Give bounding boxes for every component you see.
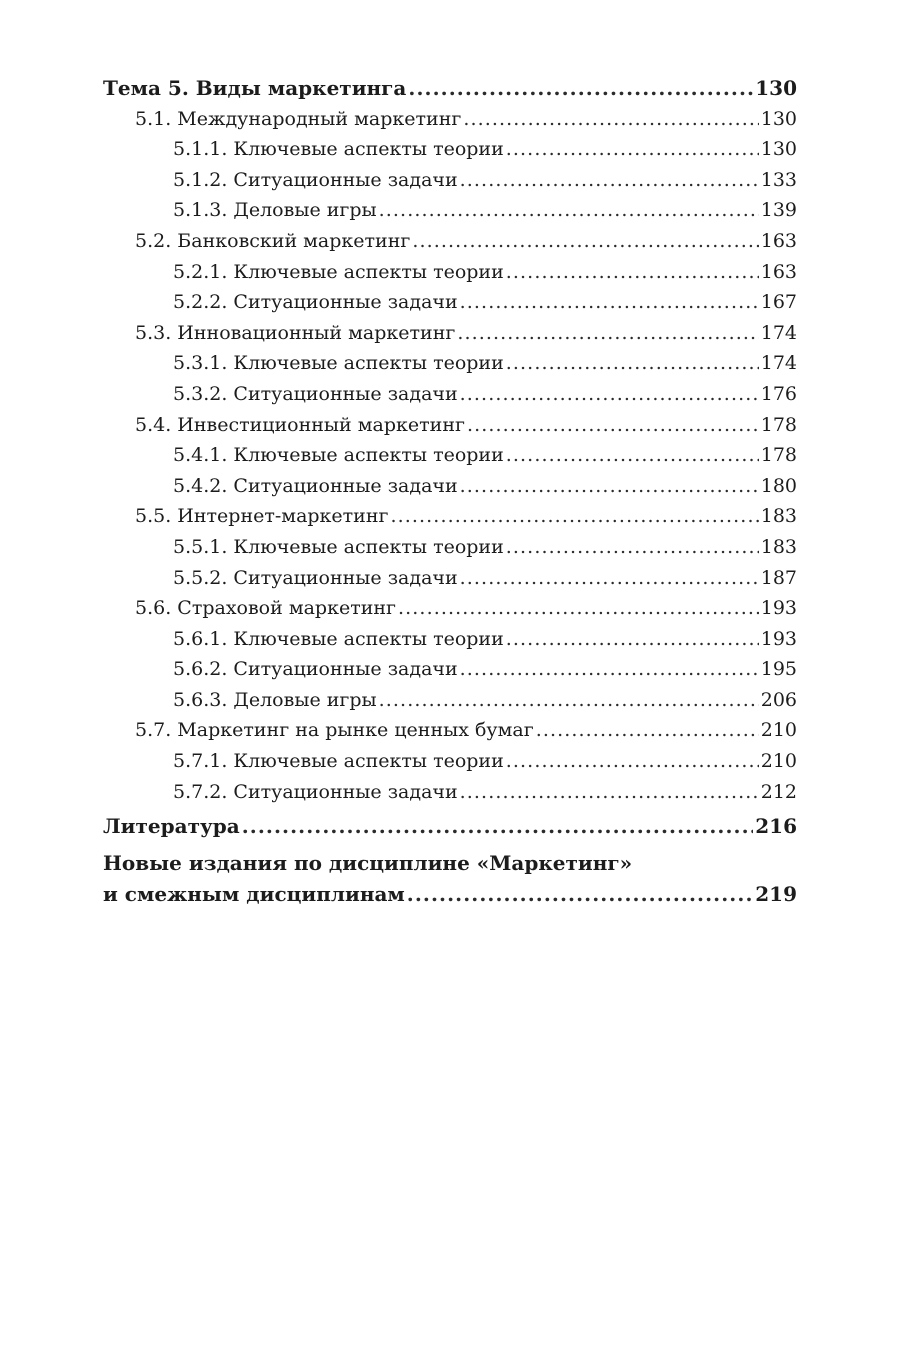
toc-entry-title: 5.4.1. Ключевые аспекты теории [173,444,504,467]
toc-entry-page: 178 [760,413,797,436]
toc-entry-5-3-2[interactable] [103,379,797,410]
dot-leader [506,440,759,471]
toc-entry-page: 178 [760,444,797,467]
toc-entry-5-6-1[interactable] [103,624,797,655]
toc-entry-5-5-2[interactable] [103,563,797,594]
toc-entry-page: 210 [760,719,797,742]
toc-entry-title: 5.7. Маркетинг на рынке ценных бумаг [135,719,534,742]
toc-entry-title: 5.3.1. Ключевые аспекты теории [173,352,504,375]
toc-entry-title: 5.5.2. Ситуационные задачи [173,566,458,589]
toc-entry-page: 174 [760,352,797,375]
toc-entry-title: 5.6. Страховой маркетинг [135,597,397,620]
toc-entry-5-2[interactable] [103,226,797,257]
toc-entry-title: 5.1.3. Деловые игры [173,199,377,222]
toc-entry-5-6-2[interactable] [103,654,797,685]
toc-entry-page: 163 [760,260,797,283]
toc-entry-page: 133 [760,168,797,191]
dot-leader [242,811,754,842]
toc-entry-new-editions[interactable] [103,848,797,879]
dot-leader [412,226,758,257]
toc-entry-5-4[interactable] [103,410,797,441]
toc-entry-title: 5.2. Банковский маркетинг [135,229,411,252]
toc-entry-title: 5.6.1. Ключевые аспекты теории [173,627,504,650]
toc-entry-title: 5.5. Интернет-маркетинг [135,505,389,528]
toc-entry-page: 195 [760,658,797,681]
dot-leader [457,318,758,349]
toc-entry-title: 5.1. Международный маркетинг [135,107,462,130]
toc-entry-title: Тема 5. Виды маркетинга [103,76,407,100]
dot-leader [390,501,758,532]
toc-entry-5-3-1[interactable] [103,348,797,379]
toc-entry-page: 167 [760,291,797,314]
dot-leader [463,104,758,135]
toc-entry-literature[interactable] [103,811,797,842]
toc-entry-page: 130 [760,138,797,161]
toc-entry-title: 5.2.2. Ситуационные задачи [173,291,458,314]
dot-leader [467,410,759,441]
toc-entry-title: 5.5.1. Ключевые аспекты теории [173,535,504,558]
toc-entry-page: 130 [760,107,797,130]
toc-entry-5-1-3[interactable] [103,195,797,226]
toc-entry-page: 219 [755,881,797,906]
toc-entry-page: 193 [760,597,797,620]
toc-entry-title: 5.3. Инновационный маркетинг [135,321,456,344]
toc-entry-page: 216 [755,814,797,839]
toc-entry-5-7[interactable] [103,715,797,746]
dot-leader [506,348,759,379]
toc-entry-page: 206 [760,688,797,711]
toc-entry-5-1[interactable] [103,104,797,135]
dot-leader [506,746,759,777]
toc-entry-page: 187 [760,566,797,589]
toc-entry-5-5-1[interactable] [103,532,797,563]
dot-leader [407,879,753,910]
dot-leader [460,471,759,502]
toc-entry-page: 130 [755,76,797,100]
toc-entry-title: 5.6.2. Ситуационные задачи [173,658,458,681]
toc-entry-page: 180 [760,474,797,497]
toc-entry-page: 193 [760,627,797,650]
toc-entry-title: Литература [103,814,240,839]
dot-leader [460,563,759,594]
toc-entry-title: 5.3.2. Ситуационные задачи [173,382,458,405]
toc-entry-5-1-2[interactable] [103,165,797,196]
toc-entry-5-6[interactable] [103,593,797,624]
dot-leader [379,685,759,716]
toc-entry-page: 183 [760,535,797,558]
toc-entry-title: 5.4.2. Ситуационные задачи [173,474,458,497]
dot-leader [398,593,759,624]
toc-entry-topic-5[interactable] [103,73,797,104]
toc-entry-new-editions-continued[interactable] [103,879,797,910]
toc-entry-page: 210 [760,750,797,773]
toc-entry-5-6-3[interactable] [103,685,797,716]
dot-leader [536,715,759,746]
toc-entry-page: 163 [760,229,797,252]
toc-entry-page: 139 [760,199,797,222]
toc-entry-title-line1: Новые издания по дисциплине «Маркетинг» [103,850,633,875]
toc-entry-title: 5.1.1. Ключевые аспекты теории [173,138,504,161]
toc-entry-title: 5.4. Инвестиционный маркетинг [135,413,465,436]
dot-leader [506,532,759,563]
dot-leader [460,165,759,196]
dot-leader [379,195,759,226]
toc-entry-5-3[interactable] [103,318,797,349]
toc-entry-title: 5.7.2. Ситуационные задачи [173,780,458,803]
dot-leader [460,654,759,685]
toc-entry-5-1-1[interactable] [103,134,797,165]
toc-entry-page: 176 [760,382,797,405]
toc-entry-5-2-2[interactable] [103,287,797,318]
toc-entry-5-5[interactable] [103,501,797,532]
toc-entry-title: 5.2.1. Ключевые аспекты теории [173,260,504,283]
table-of-contents [103,73,797,910]
toc-entry-5-4-1[interactable] [103,440,797,471]
toc-entry-title-line2: и смежным дисциплинам [103,881,405,906]
toc-entry-page: 183 [760,505,797,528]
dot-leader [460,777,759,808]
toc-entry-5-7-2[interactable] [103,777,797,808]
toc-entry-5-2-1[interactable] [103,257,797,288]
toc-entry-title: 5.6.3. Деловые игры [173,688,377,711]
toc-entry-page: 174 [760,321,797,344]
toc-entry-5-4-2[interactable] [103,471,797,502]
toc-entry-title: 5.7.1. Ключевые аспекты теории [173,750,504,773]
dot-leader [506,134,759,165]
dot-leader [506,624,759,655]
dot-leader [408,73,753,104]
dot-leader [506,257,759,288]
toc-entry-title: 5.1.2. Ситуационные задачи [173,168,458,191]
toc-entry-page: 212 [760,780,797,803]
dot-leader [460,287,759,318]
toc-entry-5-7-1[interactable] [103,746,797,777]
dot-leader [460,379,759,410]
